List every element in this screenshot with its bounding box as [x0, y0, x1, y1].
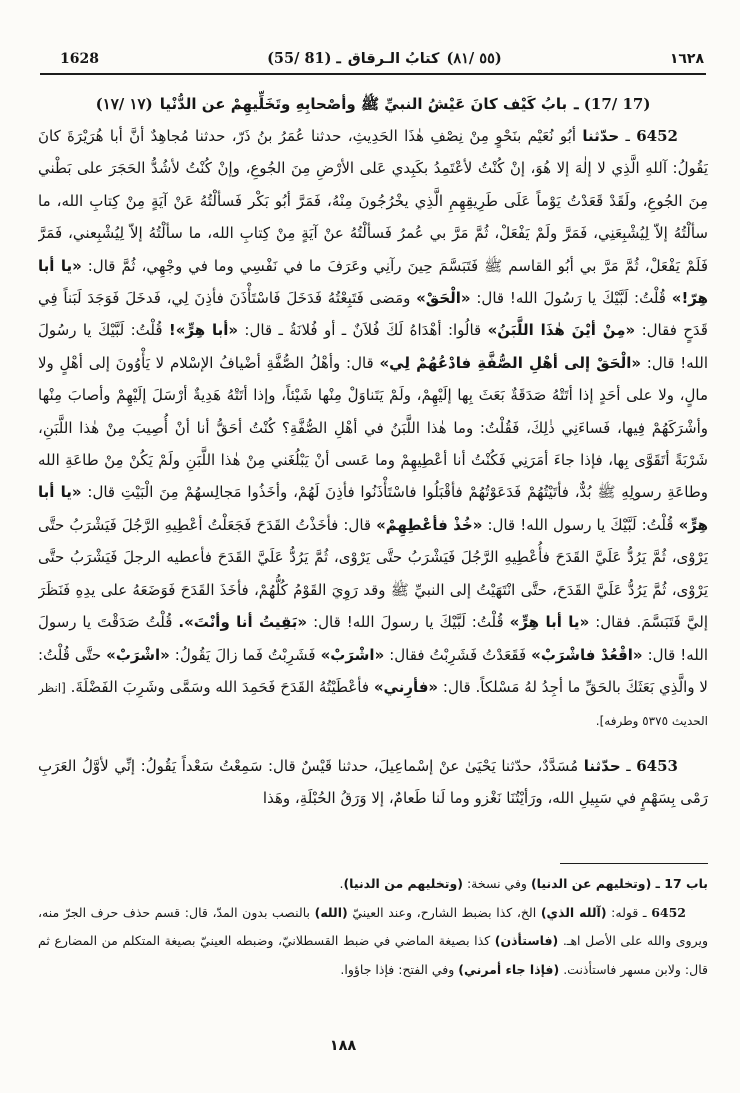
hadith-6453-text: 6453 ـ حدّثنا مُسَدَّدٌ، حدّثنا يَحْيَىٰ عنْ إسْماعِيلَ، حدثنا قَيْسٌ قال: سَمِعْتُ سَعْداً يَقُولُ: إنِّي لأوَّلُ العَرَبِ رَمْى بِسَهْمٍ في سَبِيلِ الله، ورَأيْتُنَا نَغْزو وما لَنا طَعامٌ، إلا وَرَقُ الحُبْلَةِ، وهَذا	[38, 756, 708, 808]
footnotes-section	[38, 863, 708, 984]
folio-number: ١٨٨	[329, 1038, 357, 1054]
kitab-ref-arabic: (٨١/ ٥٥)	[446, 50, 502, 67]
kitab-ref-latin: (55/ 81) ـ	[267, 50, 341, 67]
bab-heading	[38, 95, 708, 117]
hadith-6452-text: 6452 ـ حدّثنا أبُو نُعَيْم بنَحْوٍ مِنْ نِصْفِ هٰذَا الحَدِيثِ، حدثنا عُمَرُ بنُ ذَرّ، حدثنا مُجاهِدٌ أنَّ أبا هُرَيْرَةَ كانَ يَقُولُ: آللهِ الَّذِي لا إلٰهَ إلا هُوَ، إنْ كُنْتُ لأعْتَمِدُ بكَبِدي عَلى الأرْضِ مِنَ الجُوعِ، وإنْ كُنْتُ لأشُدُّ الحَجَرَ على بَطْني مِنَ الجُوعِ، ولَقَدْ قَعَدْتُ يَوْماً عَلَى طَرِيقِهِمِ الَّذِي يخْرُجُونَ مِنْهُ، فَمَرَّ أبُو بَكْر فَسألْتُهُ عَنْ آيَةٍ مِنْ كِتابِ الله، ما سألْتُهُ إلاّ لِيُشْبِعَنِي، فَمَرَّ ولَمْ يَفْعَلْ، ثُمَّ مَرَّ بي عُمرُ فَسألْتُهُ عنْ آيَةٍ مِنْ كِتابِ الله، ما سألْتُهُ إلاّ لِيُشْبِعني، فَمَرَّ فَلَمْ يَفْعَلْ، ثُمَّ مَرَّ بي أبُو القاسم ﷺ فَتَبَسَّمَ حِينَ رآنِي وعَرَفَ ما في نَفْسِي وما في وجْهِي، ثُمَّ قال: «يا أبا هِرّ!» قُلْتُ: لَبَّيْكَ يا رَسُولَ الله! قال: «الْحَقْ» ومَضى فَتَبِعْتُهُ فَدَخَلَ فَاسْتَأْذَنَ فأذِنَ لِي، فَدخَلَ فَوَجَدَ لَبَناً فِي قَدَحٍ فقال: «مِنْ أيْنَ هٰذَا اللَّبَنُ» قالُوا: أهْدَاهُ لَكَ فُلاَنٌ ـ أو فُلانَةُ ـ قال: «أبا هِرٍّ»! قُلْتُ: لَبَّيْكَ يا رسُولَ الله! قال: «الْحَقْ إلى أهْلِ الصُّفَّةِ فادْعُهُمْ لِي» قال: وأهْلُ الصُّفَّةِ أضْيافُ الإسْلام لا يَأْوُونَ إلى أهْلٍ ولا مالٍ، ولا على أحَدٍ إذا أتَتْهُ صَدَقَةٌ بَعَثَ بِها إلَيْهِمْ، ولَمْ يَتَناوَلْ مِنْها شَيْئاً، وإذا أتَتْهُ هَدِيةٌ أرْسَلَ إلَيْهِمْ وأصابَ مِنْها وأشْرَكَهُمْ فِيها، فَساءَنِي ذٰلِكَ، فَقُلْتُ: وما هٰذا اللَّبَنُ في أهْلِ الصُّفَّةِ؟ كُنْتُ أحَقُّ أنا أنْ أُصِيبَ مِنْ هٰذا اللَّبَنِ، شَرْبَةً أتَقَوَّى بِها، فإذا جاءَ أمَرَنِي فَكُنْتُ أنا أعْطِيهِمْ وما عَسى أنْ يَبْلُغَني مِنْ هٰذا اللَّبَنِ ولَمْ يَكُنْ مِنْ طاعَةِ الله وطاعَةِ رسولِهِ ﷺ بُدٌّ، فأتَيْتُهُمْ فَدَعَوْتُهُمْ فأقْبَلُوا فاسْتَأْذَنُوا فأذِنَ لَهُمْ، وأخَذُوا مَجالِسهُمْ مِنَ الْبَيْتِ قال: «يا أبا هِرٍّ» قُلْتُ: لَبَّيْكَ يا رسول الله! قال: «خُذْ فأعْطِهِمْ» قال: فأخَذْتُ القَدَحَ فَجَعَلْتُ أعْطِيهِ الرَّجُلَ فَيَشْرَبُ حتَّى يَرْوْى، ثُمَّ يَرُدُّ عَلَيَّ القَدَحَ فأُعْطِيهِ الرَّجُلَ فَيَشْرَبُ حتَّى يَرْوْى، ثُمَّ يَرُدُّ عَلَيَّ القَدَحَ فأعطيه الرجلَ فَيَشْرَبُ حتَّى يَرْوْى، ثُمَّ يَرُدُّ عَلَيَّ القَدَحَ، حتَّى انْتَهَيْتُ إلى النبيِّ ﷺ وقد رَوِيَ القَوْمُ كُلُّهُمْ، فأخَذَ القَدَحَ فَوَضَعَهُ على يدِهِ فَنَظَرَ إليَّ فَتَبَسَّمَ. فقال: «يا أبا هِرٍّ» قُلْتُ: لَبَّيْكَ يا رسولَ الله! قال: «بَقِيتُ أنا وأنْتَ». قُلْتُ صَدَقْتَ يا رسولَ الله! قال: «اقْعُدْ فاشْرَبْ» فَقَعَدْتُ فَشَرِبْتُ فقال: «اشْرَبْ» فَشَرِبْتُ فَما زالَ يَقُولُ: «اشْرَبْ» حتَّى قُلْتُ: لا والَّذِي بَعَثَكَ بالحَقِّ ما أجِدُ لهُ مَسْلكاً. قال: «فأرِني» فأعْطَيْتُهُ القَدَحَ فَحَمِدَ الله وسَمَّى وشَرِبَ الفَضْلَةَ. [انظر الحديث ٥٣٧٥ وطرفه].	[38, 127, 708, 729]
page-body	[38, 75, 708, 839]
page-header	[38, 0, 708, 73]
kitab-title: كتابُ الـرقاق	[347, 51, 440, 67]
footnote-separator	[560, 863, 708, 864]
bab-ref-arabic: (١٧/ ١٧)	[95, 95, 153, 113]
footnote-bab-17: باب 17 ـ (وتخليهم عن الدنيا) وفي نسخة: (وتخليهم من الدنيا).	[339, 876, 708, 891]
footnote-6452: 6452 ـ قوله: (آلله الذي) الخ، كذا بضبط الشارح، وعند العينيّ (الله) بالنصب بدون المدّ، قال: قسم حذف حرف الجرّ منه، ويروى والله على الأصل اهـ. (فاستأذن) كذا بصيغة الماضي في ضبط القسطلانيّ، وضبطه العينيّ بصيغة المتكلم من المضارع ثم قال: ولابن مسهر فاستأذنت. (فإذا جاء أمرني) وفي الفتح: فإذا جاؤوا.	[38, 904, 709, 977]
bab-title: بابُ كَيْف كانَ عَيْشُ النبيِّ ﷺ وأصْحابِهِ وتَخَلِّيهِمْ عن الدُّنْيا	[159, 95, 568, 113]
page-number-latin: 1628	[60, 51, 99, 67]
kitab-title-line	[267, 50, 502, 67]
bab-ref-latin: ـ (17/ 17)	[574, 95, 651, 113]
page-number-arabic: ١٦٢٨	[669, 51, 704, 67]
